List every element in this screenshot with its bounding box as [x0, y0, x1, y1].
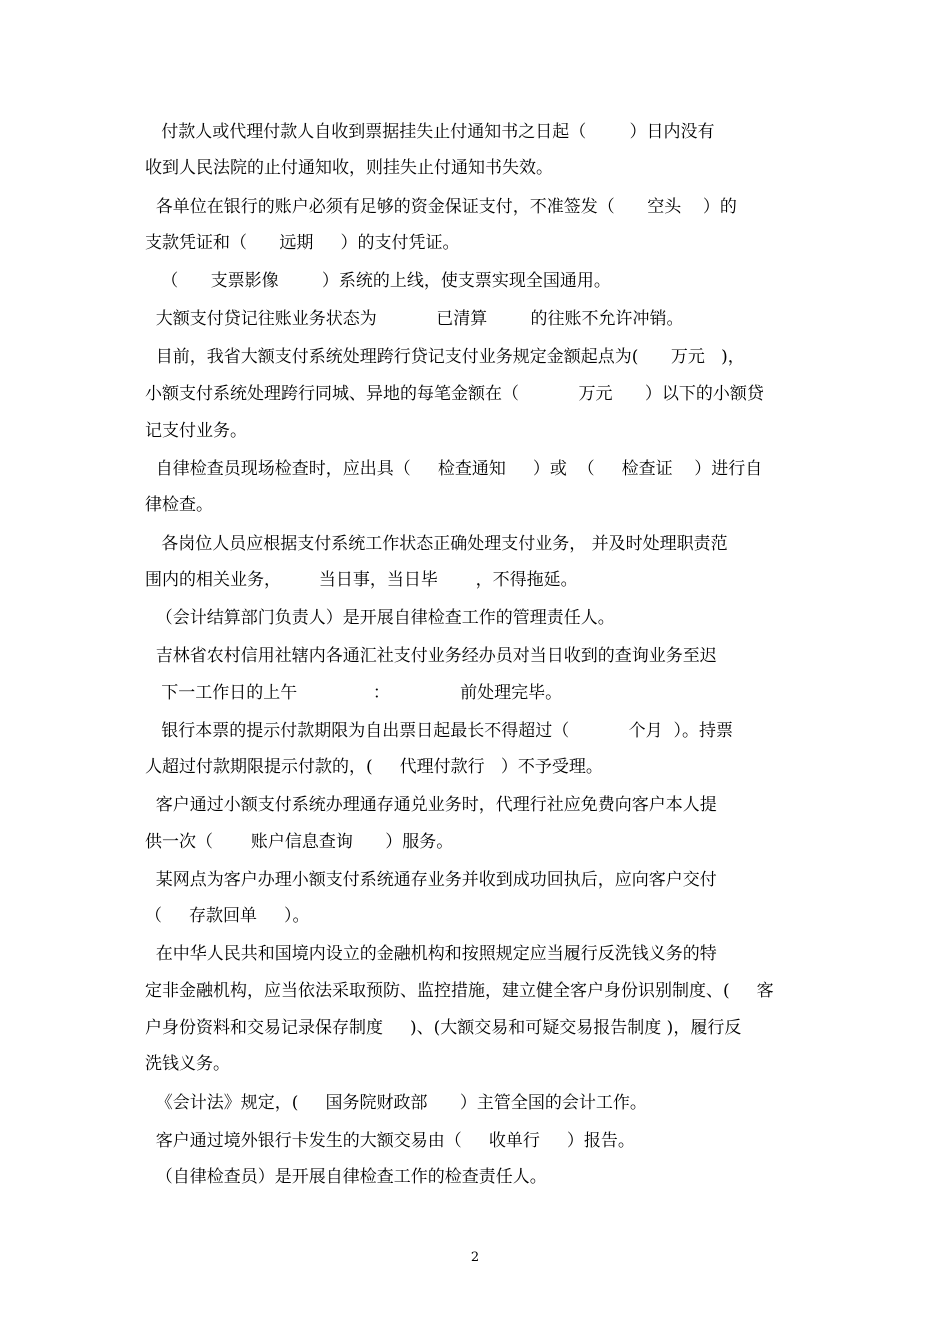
text-line: 户身份资料和交易记录保存制度 )、(大额交易和可疑交易报告制度 )，履行反: [145, 1018, 742, 1038]
text-line: （ 存款回单 ）。: [145, 906, 310, 926]
text-line: 客户通过境外银行卡发生的大额交易由（ 收单行 ）报告。: [145, 1131, 635, 1151]
text-line: 收到人民法院的止付通知收，则挂失止付通知书失效。: [145, 158, 553, 178]
text-line: 小额支付系统处理跨行同城、异地的每笔金额在（ 万元 ）以下的小额贷: [145, 384, 764, 404]
text-line: 洗钱义务。: [145, 1054, 230, 1074]
text-line: （ 支票影像 ）系统的上线，使支票实现全国通用。: [145, 271, 611, 291]
text-line: 下一工作日的上午 ： 前处理完毕。: [145, 683, 563, 703]
text-line: 《会计法》规定，( 国务院财政部 ）主管全国的会计工作。: [145, 1093, 647, 1113]
text-line: 客户通过小额支付系统办理通存通兑业务时，代理行社应免费向客户本人提: [145, 795, 717, 815]
text-line: 支款凭证和（ 远期 ）的支付凭证。: [145, 233, 460, 253]
text-line: 自律检查员现场检查时，应出具（ 检查通知 ）或 （ 检查证 ）进行自: [145, 459, 763, 479]
text-line: 某网点为客户办理小额支付系统通存业务并收到成功回执后，应向客户交付: [145, 870, 717, 890]
text-line: 各单位在银行的账户必须有足够的资金保证支付，不准签发（ 空头 ）的: [145, 197, 737, 217]
text-line: 人超过付款期限提示付款的，( 代理付款行 ）不予受理。: [145, 757, 603, 777]
text-line: （会计结算部门负责人）是开展自律检查工作的管理责任人。: [145, 608, 615, 628]
text-line: （自律检查员）是开展自律检查工作的检查责任人。: [145, 1167, 547, 1187]
text-line: 记支付业务。: [145, 421, 247, 441]
text-line: 大额支付贷记往账业务状态为 已清算 的往账不允许冲销。: [145, 309, 684, 329]
text-line: 各岗位人员应根据支付系统工作状态正确处理支付业务， 并及时处理职责范: [145, 534, 728, 554]
text-line: 付款人或代理付款人自收到票据挂失止付通知书之日起（ ）日内没有: [145, 122, 715, 142]
text-line: 目前，我省大额支付系统处理跨行贷记支付业务规定金额起点为( 万元 )，: [145, 347, 745, 367]
page-number: 2: [470, 1250, 480, 1265]
text-line: 在中华人民共和国境内设立的金融机构和按照规定应当履行反洗钱义务的特: [145, 944, 717, 964]
text-line: 定非金融机构，应当依法采取预防、监控措施，建立健全客户身份识别制度、( 客: [145, 981, 774, 1001]
text-line: 律检查。: [145, 495, 213, 515]
text-line: 银行本票的提示付款期限为自出票日起最长不得超过（ 个月 ）。持票: [145, 721, 733, 741]
text-line: 供一次（ 账户信息查询 ）服务。: [145, 832, 454, 852]
text-line: 围内的相关业务， 当日事，当日毕 ，不得拖延。: [145, 570, 578, 590]
text-line: 吉林省农村信用社辖内各通汇社支付业务经办员对当日收到的查询业务至迟: [145, 646, 717, 666]
